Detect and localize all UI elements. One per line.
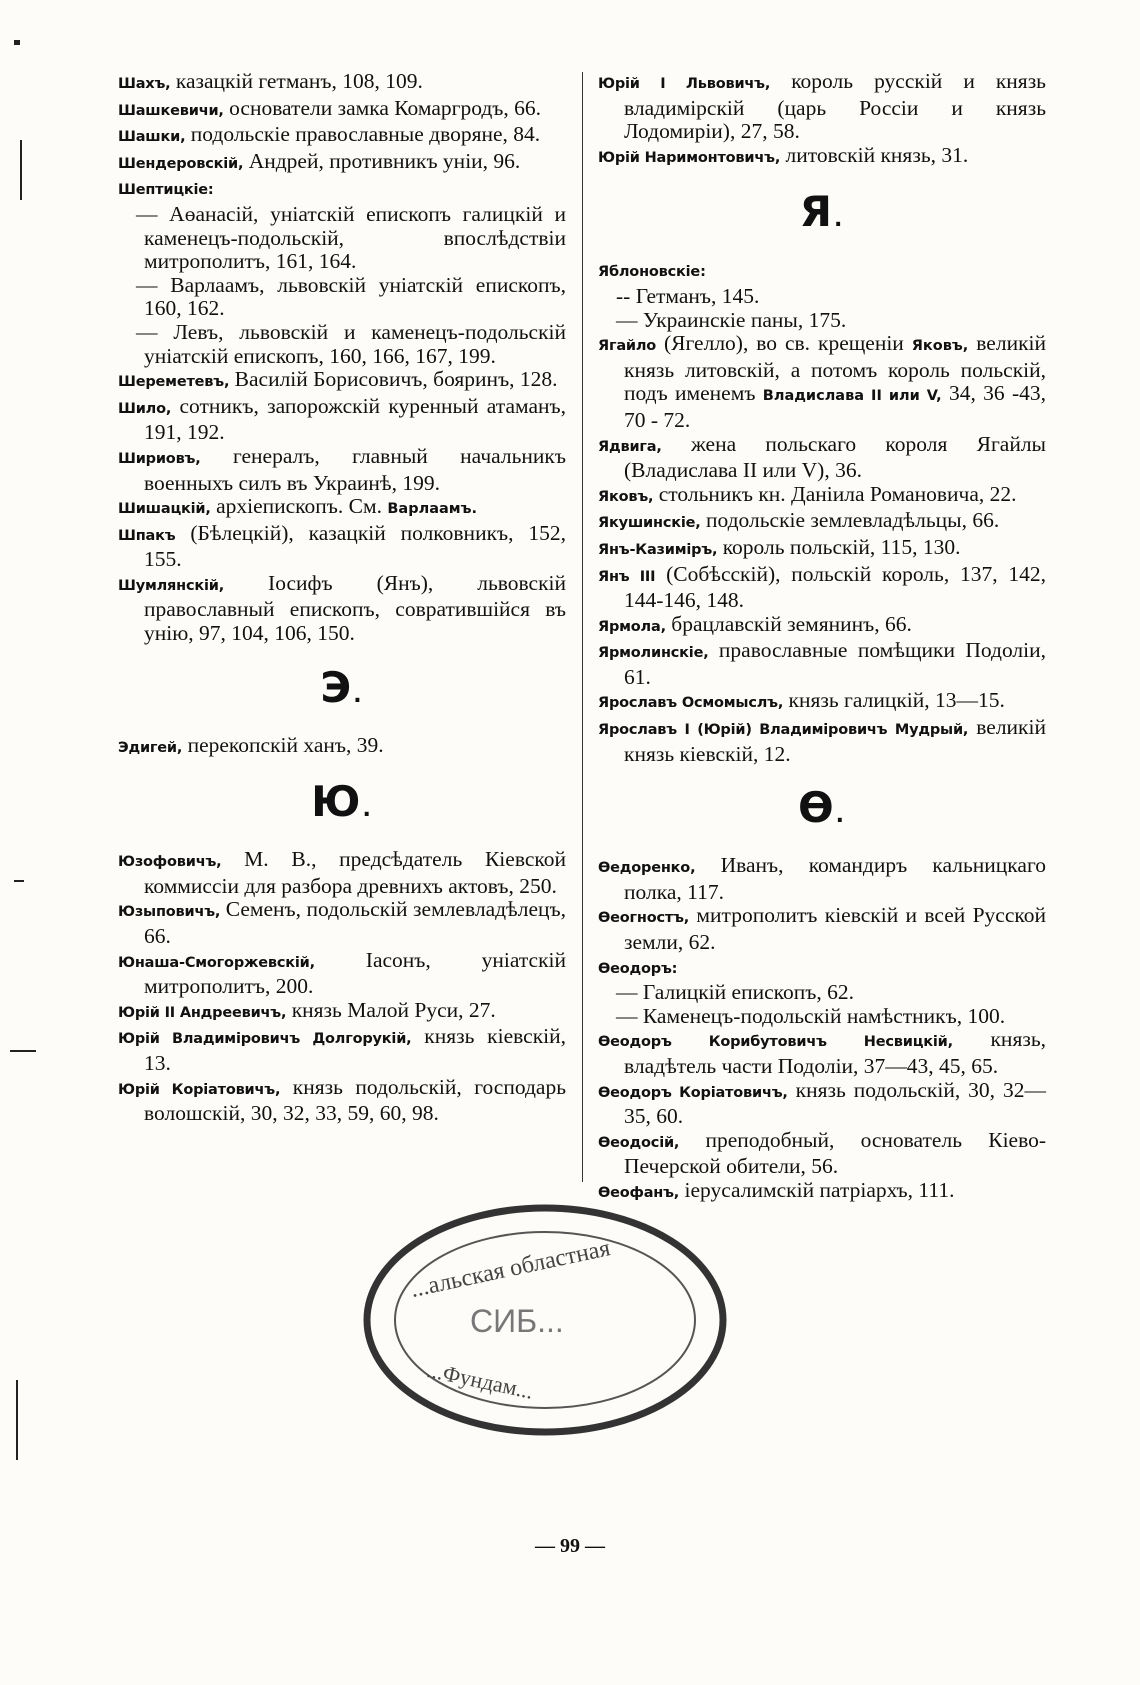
index-entry: Юрій I Львовичъ, король русскій и князь владимірскій (царь Россіи и князь Лодомиріи), 27, 58.: [598, 69, 1046, 144]
section-letter: Я.: [799, 187, 845, 237]
index-entry: Юрій Коріатовичъ, князь подольскій, господарь волошскій, 30, 32, 33, 59, 60, 98.: [118, 1074, 567, 1126]
index-entry: Юзыповичъ, Семенъ, подольскій землевладѣлецъ, 66.: [118, 897, 566, 949]
index-entry: Юрій II Андреевичъ, князь Малой Руси, 27.: [118, 997, 496, 1022]
index-entry: Янъ-Казиміръ, король польскій, 115, 130.: [598, 534, 961, 559]
index-subentry: — Левъ, львовскій и каменецъ-подольскій уніатскій епископъ, 160, 166, 167, 199.: [136, 319, 566, 368]
index-entry: Ѳеодосій, преподобный, основатель Кіево-Печерской обители, 56.: [598, 1127, 1046, 1179]
index-entry: Якушинскіе, подольскіе землевладѣльцы, 66.: [598, 508, 1000, 533]
index-entry: Янъ III (Собѣсскій), польскій король, 137, 142, 144-146, 148.: [598, 561, 1046, 613]
index-entry: Ярославъ I (Юрій) Владиміровичъ Мудрый, великій князь кіевскій, 12.: [598, 715, 1046, 766]
index-entry: Шило, сотникъ, запорожскій куренный атаманъ, 191, 192.: [118, 393, 566, 445]
index-entry: Ѳеодоръ Корибутовичъ Несвицкій, князь, владѣтель части Подоліи, 37—43, 45, 65.: [598, 1027, 1047, 1078]
index-column-right: [598, 70, 1046, 1206]
index-entry: Ѳеофанъ, іерусалимскій патріархъ, 111.: [598, 1177, 955, 1202]
index-entry: Юрій Наримонтовичъ, литовскій князь, 31.: [598, 142, 969, 167]
index-entry: Шашкевичи, основатели замка Комаргродъ, 66.: [118, 95, 542, 120]
index-entry: Юрій Владиміровичъ Долгорукій, князь кіевскій, 13.: [118, 1024, 566, 1075]
index-subentry: — Варлаамъ, львовскій уніатскій епископъ, 160, 162.: [136, 272, 566, 321]
index-subentry: — Галицкій епископъ, 62.: [616, 980, 854, 1005]
index-entry: Шендеровскій, Андрей, противникъ уніи, 96.: [118, 148, 521, 173]
index-column-left: [118, 70, 566, 1126]
index-entry: Шириовъ, генералъ, главный начальникъ военныхъ силъ въ Украинѣ, 199.: [118, 443, 566, 495]
index-entry: Яковъ, стольникъ кн. Даніила Романовича, 22.: [598, 481, 1017, 506]
index-entry: Ѳеогностъ, митрополитъ кіевскій и всей Русской земли, 62.: [598, 903, 1046, 955]
index-entry: Шашки, подольскіе православные дворяне, 84.: [118, 122, 541, 147]
index-entry: Ярославъ Осмомыслъ, князь галицкій, 13—15.: [598, 688, 1005, 713]
index-entry: Эдигей, перекопскій ханъ, 39.: [118, 732, 384, 757]
page-number: — 99 —: [535, 1535, 605, 1557]
index-entry: Шпакъ (Бѣлецкій), казацкій полковникъ, 152, 155.: [118, 520, 566, 572]
index-entry: Шахъ, казацкій гетманъ, 108, 109.: [118, 69, 423, 93]
index-entry: Ѳеодоръ Коріатовичъ, князь подольскій, 30, 32—35, 60.: [598, 1077, 1046, 1129]
index-entry: Юнаша-Смогоржевскій, Іасонъ, уніатскій митрополитъ, 200.: [118, 947, 566, 999]
index-entry: Шумлянскій, Іосифъ (Янъ), львовскій православный епископъ, совратившійся въ унію, 97, 104, 106, 150.: [118, 570, 566, 646]
cross-reference: Варлаамъ.: [387, 501, 478, 518]
stamp-center-text: СИБ...: [470, 1303, 564, 1339]
index-entry: Шишацкій, архіепископъ. См. Варлаамъ.: [118, 494, 478, 519]
scan-mark: [10, 1050, 36, 1052]
scan-mark: [14, 40, 20, 45]
index-entry: Ягайло (Ягелло), во св. крещеніи Яковъ, великій князь литовскій, а потомъ король польскій, подъ именемъ Владислава II или V, 34, 36 -43, 70 - 72.: [598, 331, 1046, 432]
index-subentry: — Каменецъ-подольскій намѣстникъ, 100.: [616, 1003, 1006, 1028]
stamp-bottom-text: ...Фундам...: [424, 1356, 536, 1404]
library-stamp: [360, 1200, 730, 1440]
index-entry: Ѳедоренко, Иванъ, командиръ кальницкаго полка, 117.: [598, 853, 1046, 904]
index-entry: Ядвига, жена польскаго короля Ягайлы (Владислава II или V), 36.: [598, 431, 1046, 483]
scan-mark: [20, 140, 22, 200]
index-subentry: — Аөанасій, уніатскій епископъ галицкій и каменецъ-подольскій, впослѣдствіи митрополитъ, 161, 164.: [136, 201, 566, 274]
index-entry: Ярмола, брацлавскій земянинъ, 66.: [598, 611, 912, 636]
index-entry: Шереметевъ, Василій Борисовичъ, бояринъ, 128.: [118, 367, 558, 392]
stamp-ring-text: ...альская областная: [408, 1235, 613, 1303]
index-subentry: -- Гетманъ, 145.: [616, 283, 760, 308]
index-subentry: — Украинскіе паны, 175.: [616, 307, 847, 332]
scan-mark: [16, 1380, 18, 1460]
index-entry: Шептицкіе:: [118, 182, 214, 199]
column-divider: [582, 72, 583, 1182]
index-entry: Яблоновскіе:: [598, 264, 706, 281]
section-letter: Э.: [320, 662, 364, 712]
index-entry: Ярмолинскіе, православные помѣщики Подоліи, 61.: [598, 638, 1046, 689]
scan-mark: [14, 880, 24, 882]
index-entry: Юзофовичъ, М. В., предсѣдатель Кіевской коммиссіи для разбора древнихъ актовъ, 250.: [118, 847, 566, 898]
index-entry: Ѳеодоръ:: [598, 960, 678, 977]
section-letter: Ѳ.: [797, 783, 847, 833]
section-letter: Ю.: [311, 777, 373, 827]
